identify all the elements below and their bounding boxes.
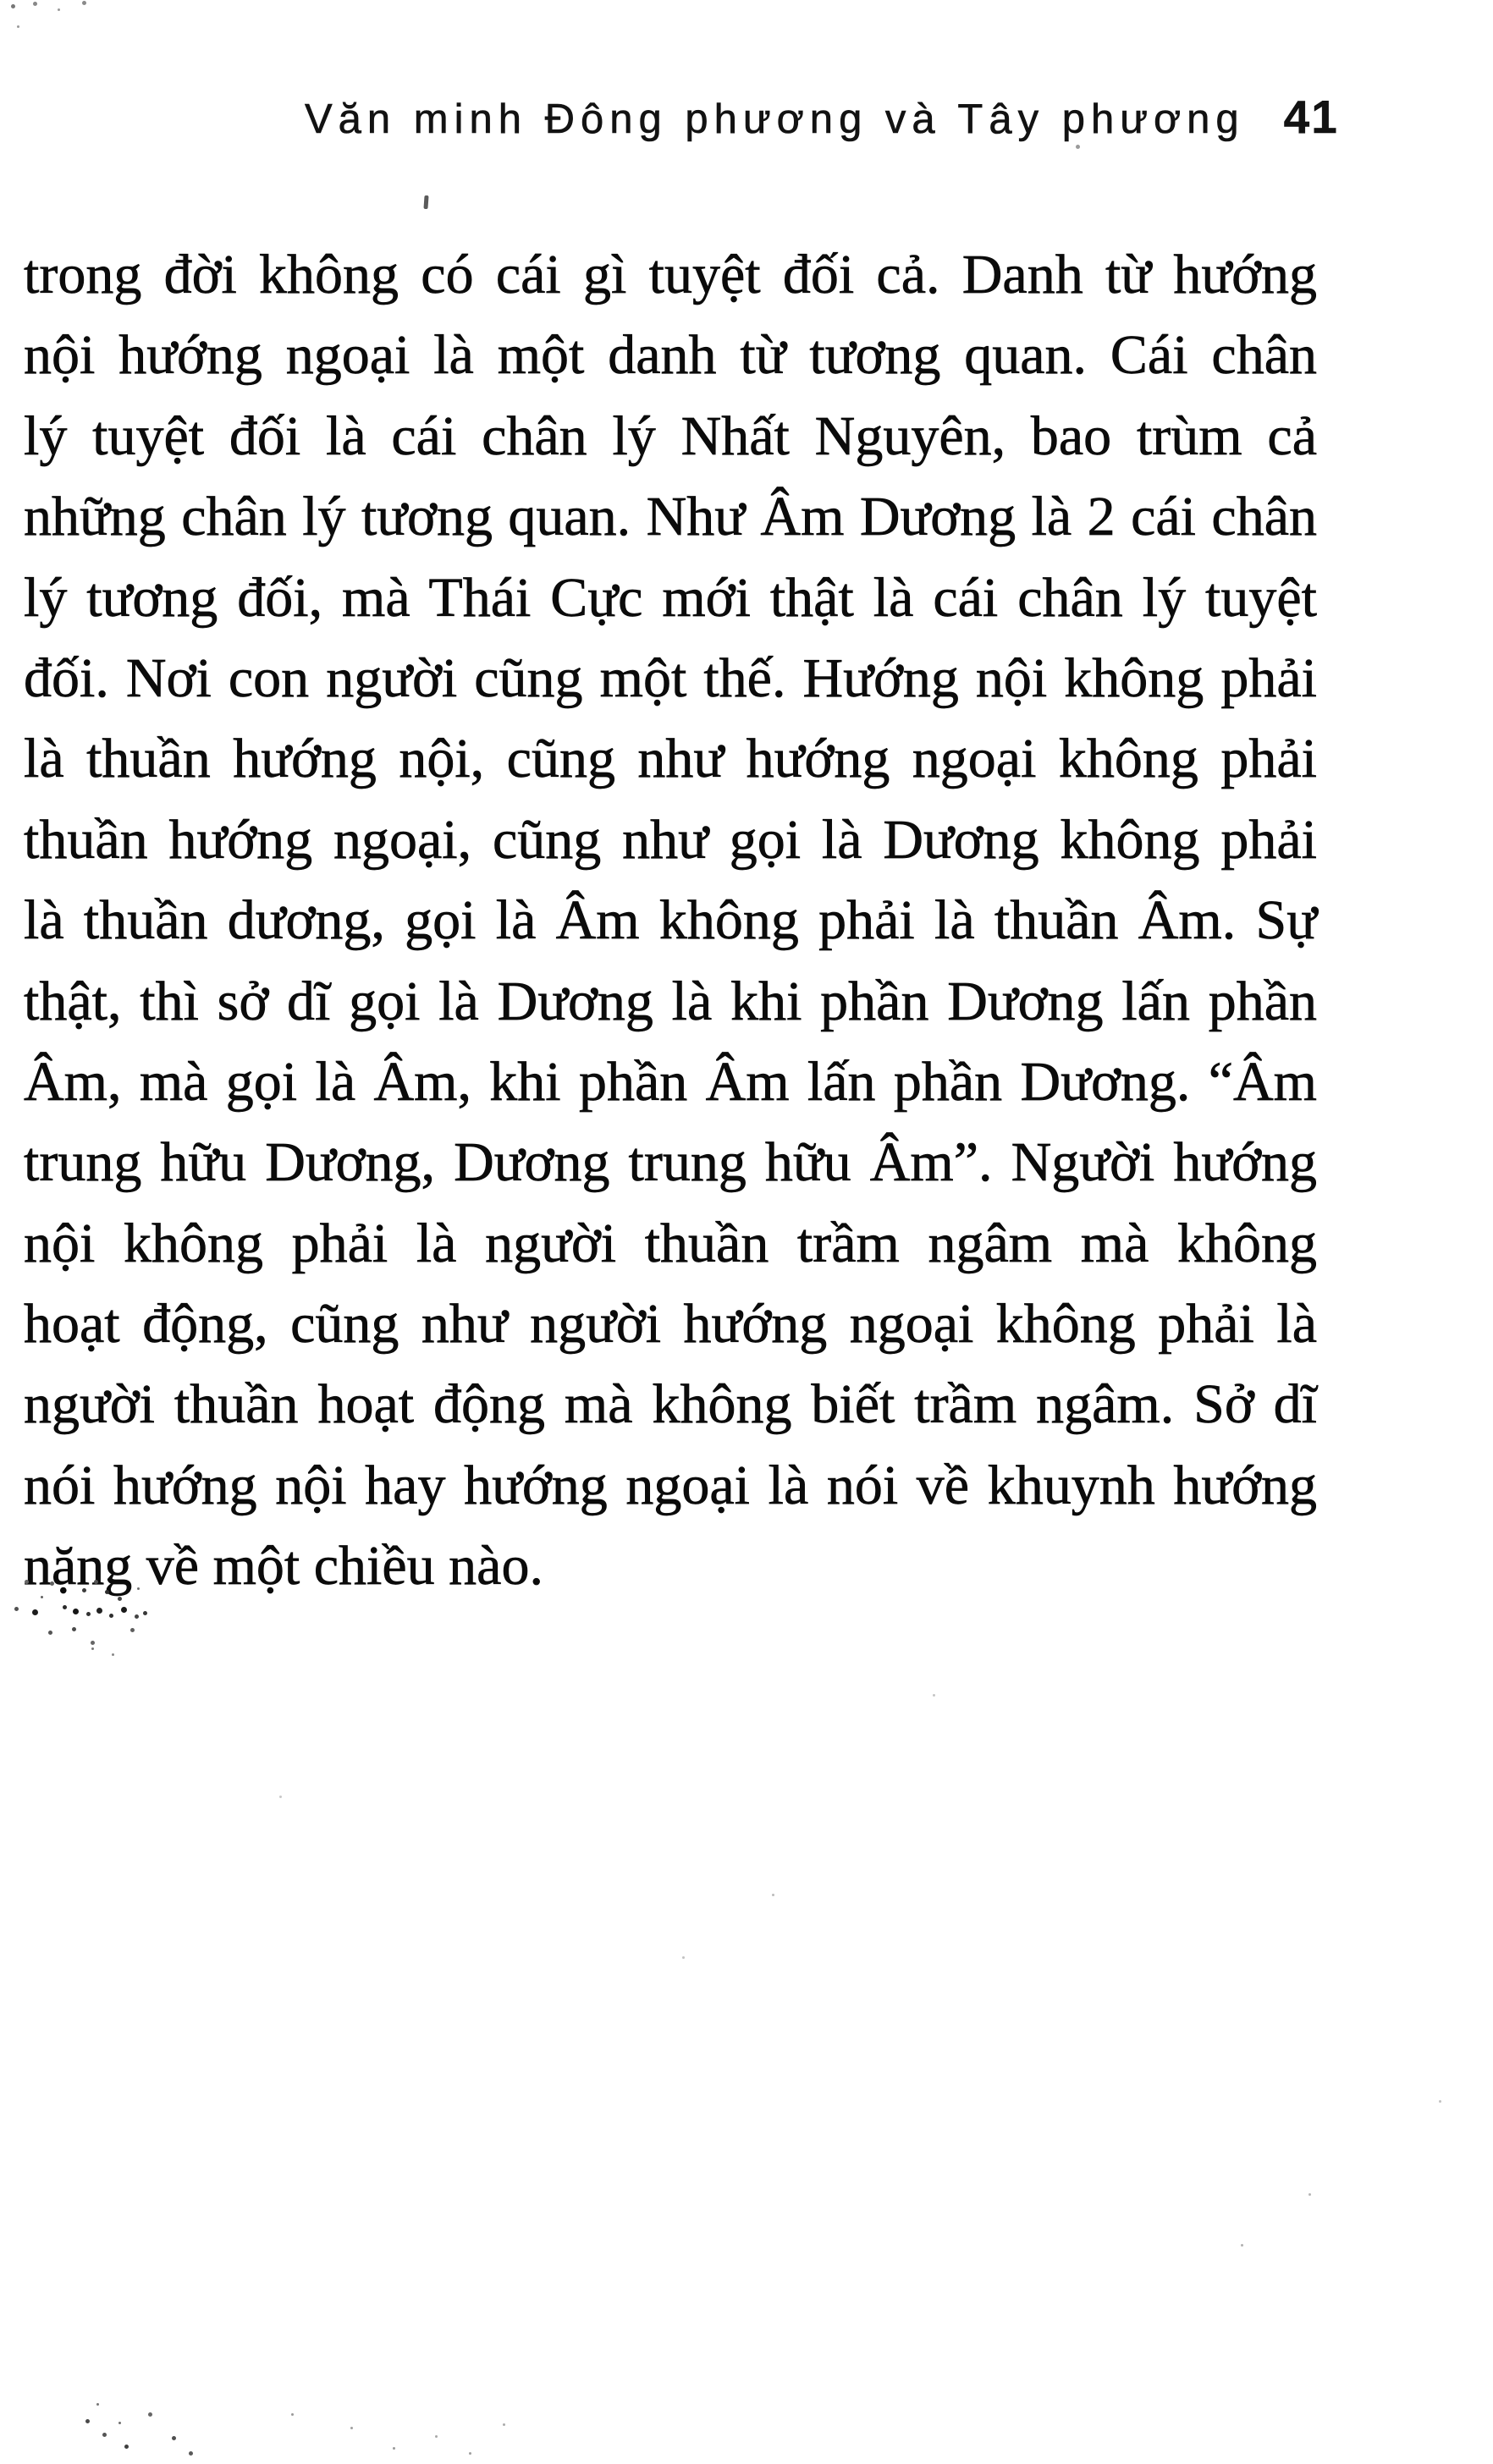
text-line: những chân lý tương quan. Như Âm Dương là 2 cái chân [24, 486, 1317, 548]
text-line: là thuần dương, gọi là Âm không phải là thuần Âm. Sự [24, 889, 1317, 952]
text-line: nội không phải là người thuần trầm ngâm mà không [24, 1212, 1317, 1274]
scan-artifact-tick [423, 195, 428, 209]
text-line: là thuần hướng nội, cũng như hướng ngoại không phải [24, 728, 1317, 790]
running-header [305, 90, 1339, 144]
body-text-block [24, 234, 1317, 1607]
text-line: lý tương đối, mà Thái Cực mới thật là cái chân lý tuyệt [24, 566, 1317, 629]
running-header-title: Văn minh Đông phương và Tây phương [305, 96, 1245, 142]
text-line: người thuần hoạt động mà không biết trầm ngâm. Sở dĩ [24, 1373, 1317, 1436]
text-line: nội hướng ngoại là một danh từ tương quan. Cái chân [24, 324, 1317, 387]
text-line: trung hữu Dương, Dương trung hữu Âm”. Người hướng [24, 1131, 1317, 1194]
scan-noise [10, 1576, 13, 1578]
text-line: thuần hướng ngoại, cũng như gọi là Dương không phải [24, 808, 1317, 871]
scan-noise [81, 2393, 84, 2395]
text-line: trong đời không có cái gì tuyệt đối cả. Danh từ hướng [24, 244, 1317, 305]
text-line: hoạt động, cũng như người hướng ngoại không phải là [24, 1293, 1317, 1356]
text-line: nói hướng nội hay hướng ngoại là nói về khuynh hướng [24, 1454, 1317, 1516]
scan-noise [0, 0, 3, 3]
scan-noise [5, 2, 8, 4]
text-line: nặng về một chiều nào. [24, 1535, 543, 1598]
page-number: 41 [1283, 91, 1339, 143]
text-line: Âm, mà gọi là Âm, khi phần Âm lấn phần Dương. “Âm [24, 1050, 1317, 1113]
text-line: đối. Nơi con người cũng một thế. Hướng nội không phải [24, 646, 1317, 709]
text-line: thật, thì sở dĩ gọi là Dương là khi phần Dương lấn phần [24, 970, 1317, 1032]
text-line: lý tuyệt đối là cái chân lý Nhất Nguyên, bao trùm cả [24, 404, 1317, 467]
